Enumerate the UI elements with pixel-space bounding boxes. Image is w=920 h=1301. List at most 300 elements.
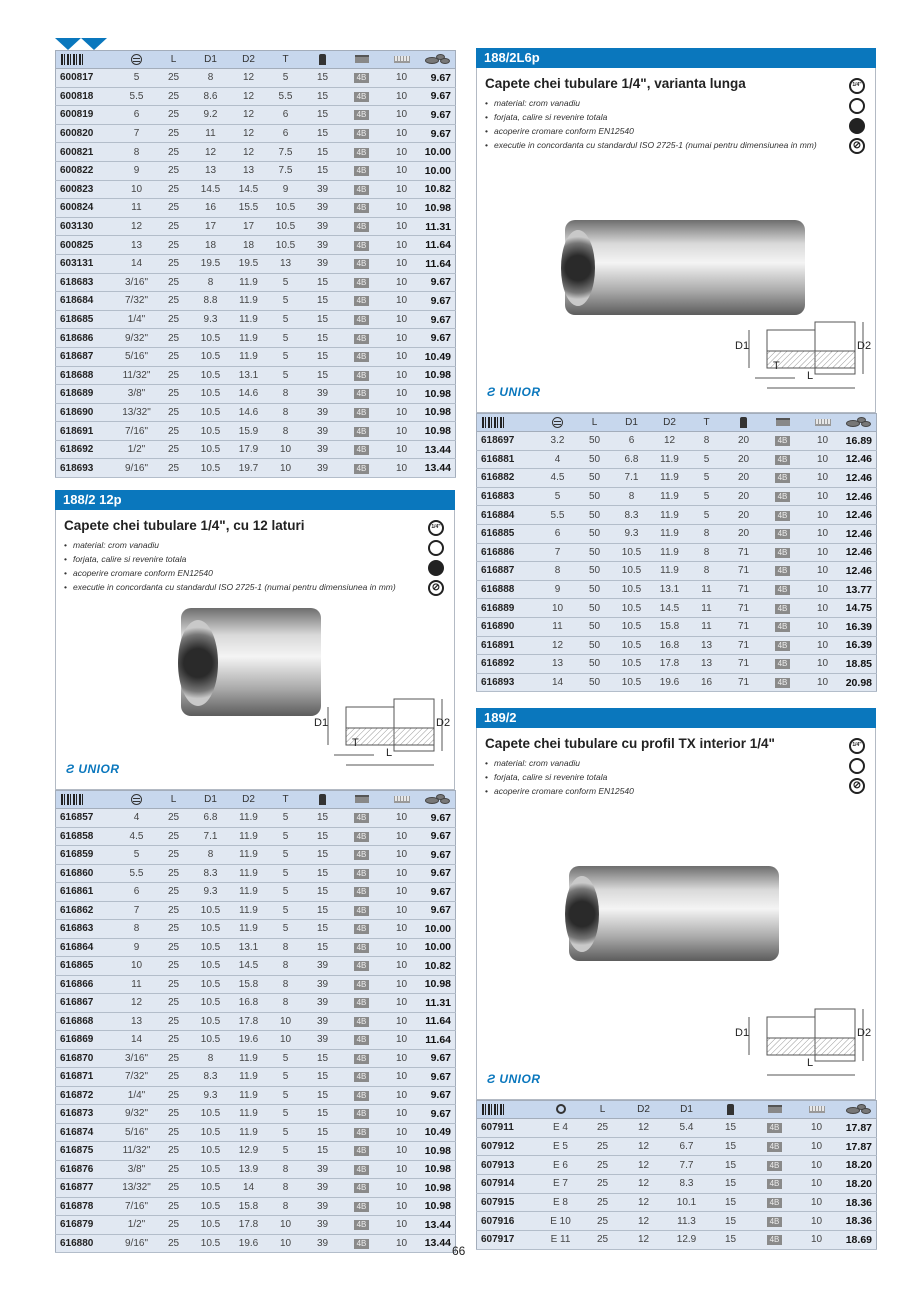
package-badge: 4B xyxy=(354,203,370,213)
article-code: 600821 xyxy=(56,143,118,162)
cell-weight: 20 xyxy=(725,506,763,525)
table-row xyxy=(56,236,456,255)
cell-D1: 10.5 xyxy=(192,1012,230,1031)
cell-T: 5 xyxy=(268,1123,304,1142)
socket-image xyxy=(569,866,779,961)
cell-L: 25 xyxy=(156,1197,192,1216)
table-row xyxy=(56,809,456,828)
cell-D2: 11.9 xyxy=(230,1049,268,1068)
package-badge: 4B xyxy=(354,352,370,362)
column-header-l: L xyxy=(156,791,192,809)
package-cell xyxy=(342,124,382,143)
cell-L: 50 xyxy=(577,673,613,692)
package-badge: 4B xyxy=(775,492,791,502)
article-code: 616871 xyxy=(56,1068,118,1087)
package-badge: 4B xyxy=(354,73,370,83)
table-row xyxy=(56,827,456,846)
package-badge: 4B xyxy=(354,1165,370,1175)
cell-D1: 8 xyxy=(192,273,230,292)
cell-D1: 10.5 xyxy=(192,994,230,1013)
cell-hex-size: 5 xyxy=(118,846,156,865)
cell-T: 9 xyxy=(268,180,304,199)
cell-L: 25 xyxy=(583,1193,623,1212)
barcode-icon xyxy=(56,791,118,809)
package-badge: 4B xyxy=(354,110,370,120)
cell-weight: 15 xyxy=(304,864,342,883)
cell-weight: 39 xyxy=(304,994,342,1013)
package-cell xyxy=(342,459,382,478)
unior-logo xyxy=(66,762,120,776)
cell-weight: 15 xyxy=(304,1068,342,1087)
cell-quantity: 10 xyxy=(382,236,422,255)
package-badge: 4B xyxy=(354,980,370,990)
cell-T: 13 xyxy=(268,254,304,273)
cell-quantity: 10 xyxy=(803,599,843,618)
table-row xyxy=(56,440,456,459)
package-badge: 4B xyxy=(354,334,370,344)
table-row xyxy=(477,1212,877,1231)
cell-T: 8 xyxy=(689,543,725,562)
cell-quantity: 10 xyxy=(382,385,422,404)
price: 13.44 xyxy=(422,440,456,459)
article-code: 618683 xyxy=(56,273,118,292)
package-badge: 4B xyxy=(354,887,370,897)
quantity-icon xyxy=(382,51,422,69)
cell-L: 25 xyxy=(156,143,192,162)
cell-weight: 20 xyxy=(725,469,763,488)
cell-T: 10.5 xyxy=(268,217,304,236)
package-cell xyxy=(342,827,382,846)
cell-hex-size: 5.5 xyxy=(118,864,156,883)
article-code: 616880 xyxy=(56,1234,118,1253)
table-row xyxy=(56,292,456,311)
label-d2: D2 xyxy=(436,717,451,729)
cell-T: 10 xyxy=(268,440,304,459)
price: 10.00 xyxy=(422,938,456,957)
cell-hex-size: 9 xyxy=(539,580,577,599)
cell-L: 25 xyxy=(156,827,192,846)
price: 9.67 xyxy=(422,846,456,865)
feature-list xyxy=(485,98,817,154)
cell-L: 50 xyxy=(577,506,613,525)
cell-weight: 39 xyxy=(304,403,342,422)
table-row xyxy=(56,180,456,199)
price: 11.31 xyxy=(422,994,456,1013)
price-icon xyxy=(843,414,877,432)
cell-D1: 10.5 xyxy=(192,938,230,957)
weight-icon xyxy=(709,1101,753,1119)
article-code: 616888 xyxy=(477,580,539,599)
package-badge: 4B xyxy=(354,259,370,269)
package-cell xyxy=(753,1212,797,1231)
cell-weight: 71 xyxy=(725,580,763,599)
cell-T: 8 xyxy=(268,957,304,976)
table-row xyxy=(477,636,877,655)
cell-T: 5.5 xyxy=(268,87,304,106)
dimension-diagram xyxy=(314,695,449,770)
cell-torx-size: E 6 xyxy=(539,1156,583,1175)
cell-D1: 10.5 xyxy=(192,1123,230,1142)
no-impact-icon: ⊘ xyxy=(849,778,865,794)
price: 11.64 xyxy=(422,254,456,273)
cell-D2: 14.5 xyxy=(230,957,268,976)
package-cell xyxy=(342,864,382,883)
package-badge: 4B xyxy=(354,129,370,139)
cell-quantity: 10 xyxy=(803,450,843,469)
cell-D1: 10.5 xyxy=(613,617,651,636)
cell-hex-size: 7 xyxy=(118,124,156,143)
cell-D2: 11.9 xyxy=(230,864,268,883)
table-row xyxy=(56,938,456,957)
cell-weight: 15 xyxy=(304,827,342,846)
table-row xyxy=(56,1142,456,1161)
cell-D2: 17.8 xyxy=(230,1012,268,1031)
brand-name: UNIOR xyxy=(499,385,541,399)
package-cell xyxy=(763,543,803,562)
cell-weight: 15 xyxy=(304,124,342,143)
label-d1: D1 xyxy=(735,340,750,352)
column-header-t: T xyxy=(268,791,304,809)
cell-quantity: 10 xyxy=(803,543,843,562)
article-code: 616876 xyxy=(56,1160,118,1179)
package-badge: 4B xyxy=(775,436,791,446)
article-code: 603130 xyxy=(56,217,118,236)
cell-D2: 13.1 xyxy=(230,938,268,957)
cell-quantity: 10 xyxy=(382,124,422,143)
cell-T: 8 xyxy=(689,524,725,543)
table-row xyxy=(56,69,456,88)
cell-T: 11 xyxy=(689,580,725,599)
package-cell xyxy=(342,1068,382,1087)
cell-D2: 12 xyxy=(651,432,689,451)
package-badge: 4B xyxy=(354,1202,370,1212)
cell-T: 16 xyxy=(689,673,725,692)
cell-D1: 10.5 xyxy=(192,920,230,939)
cell-D2: 15.5 xyxy=(230,199,268,218)
spec-icons xyxy=(849,738,867,798)
cell-weight: 15 xyxy=(304,292,342,311)
article-code: 616884 xyxy=(477,506,539,525)
package-badge: 4B xyxy=(354,185,370,195)
table-row xyxy=(56,957,456,976)
unior-logo xyxy=(487,385,541,399)
cell-D1: 10.1 xyxy=(665,1193,709,1212)
cell-L: 25 xyxy=(156,403,192,422)
article-code: 618686 xyxy=(56,329,118,348)
column-header-l: L xyxy=(577,414,613,432)
cell-weight: 15 xyxy=(304,901,342,920)
package-cell xyxy=(753,1175,797,1194)
cell-D1: 8 xyxy=(192,846,230,865)
feature-item: • acoperire cromare conform EN12540 xyxy=(485,126,817,140)
package-badge: 4B xyxy=(775,511,791,521)
cell-hex-size: 11 xyxy=(118,975,156,994)
table-row xyxy=(477,655,877,674)
column-header-d1: D1 xyxy=(665,1101,709,1119)
table-row xyxy=(56,459,456,478)
cell-hex-size: 4 xyxy=(539,450,577,469)
weight-icon xyxy=(304,51,342,69)
cell-D1: 8.3 xyxy=(192,864,230,883)
cell-L: 25 xyxy=(156,1234,192,1253)
cell-hex-size: 3/8" xyxy=(118,1160,156,1179)
cell-torx-size: E 11 xyxy=(539,1231,583,1250)
cell-D2: 12 xyxy=(230,87,268,106)
package-cell xyxy=(342,846,382,865)
article-code: 616867 xyxy=(56,994,118,1013)
cell-T: 10 xyxy=(268,1234,304,1253)
cell-D1: 10.5 xyxy=(192,440,230,459)
price: 10.00 xyxy=(422,143,456,162)
table-header-row xyxy=(477,414,877,432)
cell-weight: 20 xyxy=(725,432,763,451)
price: 10.98 xyxy=(422,199,456,218)
package-cell xyxy=(763,636,803,655)
price: 9.67 xyxy=(422,292,456,311)
cell-D1: 11.3 xyxy=(665,1212,709,1231)
cell-L: 25 xyxy=(156,957,192,976)
cell-hex-size: 5.5 xyxy=(118,87,156,106)
cell-quantity: 10 xyxy=(382,161,422,180)
cell-T: 5 xyxy=(268,69,304,88)
cell-quantity: 10 xyxy=(803,487,843,506)
cell-D2: 12 xyxy=(623,1212,665,1231)
price: 17.87 xyxy=(837,1119,877,1138)
cell-D2: 12 xyxy=(623,1137,665,1156)
no-impact-icon: ⊘ xyxy=(428,580,444,596)
cell-D2: 11.9 xyxy=(230,920,268,939)
package-cell xyxy=(763,673,803,692)
cell-weight: 71 xyxy=(725,636,763,655)
cell-L: 50 xyxy=(577,543,613,562)
cell-T: 5 xyxy=(268,846,304,865)
cell-quantity: 10 xyxy=(382,1234,422,1253)
cell-D1: 10.5 xyxy=(192,459,230,478)
cell-hex-size: 3/8" xyxy=(118,385,156,404)
cell-weight: 15 xyxy=(304,143,342,162)
cell-weight: 15 xyxy=(304,920,342,939)
table-row xyxy=(56,403,456,422)
article-code: 600820 xyxy=(56,124,118,143)
cell-weight: 39 xyxy=(304,1012,342,1031)
package-cell xyxy=(342,310,382,329)
panel-189-2 xyxy=(476,728,876,1100)
cell-hex-size: 9/32" xyxy=(118,329,156,348)
cell-hex-size: 5.5 xyxy=(539,506,577,525)
price: 9.67 xyxy=(422,273,456,292)
cell-quantity: 10 xyxy=(382,440,422,459)
cell-weight: 39 xyxy=(304,459,342,478)
package-badge: 4B xyxy=(354,1054,370,1064)
cell-hex-size: 14 xyxy=(118,1031,156,1050)
feature-item: • forjata, calire si revenire totala xyxy=(485,772,634,786)
hexagon-icon xyxy=(849,98,865,114)
package-badge: 4B xyxy=(767,1179,783,1189)
cell-T: 5 xyxy=(689,469,725,488)
cell-T: 10 xyxy=(268,1031,304,1050)
cell-D2: 17.8 xyxy=(651,655,689,674)
cell-T: 5 xyxy=(268,329,304,348)
spec-icons xyxy=(428,520,446,600)
price: 9.67 xyxy=(422,124,456,143)
package-badge: 4B xyxy=(775,548,791,558)
barcode-icon xyxy=(477,414,539,432)
feature-item: • forjata, calire si revenire totala xyxy=(64,554,396,568)
table-row xyxy=(56,1216,456,1235)
cell-L: 50 xyxy=(577,469,613,488)
cell-hex-size: 7/32" xyxy=(118,292,156,311)
cell-L: 25 xyxy=(156,1179,192,1198)
table-row xyxy=(56,920,456,939)
table-row xyxy=(477,1175,877,1194)
cell-quantity: 10 xyxy=(382,809,422,828)
cell-quantity: 10 xyxy=(382,883,422,902)
price: 13.77 xyxy=(843,580,877,599)
table-row xyxy=(477,562,877,581)
hex-size-icon xyxy=(118,51,156,69)
price: 18.69 xyxy=(837,1231,877,1250)
package-badge: 4B xyxy=(767,1235,783,1245)
cell-quantity: 10 xyxy=(382,199,422,218)
cell-D2: 12 xyxy=(623,1175,665,1194)
cell-D1: 8 xyxy=(192,1049,230,1068)
cell-T: 8 xyxy=(268,938,304,957)
cell-D1: 12 xyxy=(192,143,230,162)
cell-D2: 11.9 xyxy=(230,347,268,366)
package-icon xyxy=(763,414,803,432)
feature-item: • acoperire cromare conform EN12540 xyxy=(485,786,634,800)
cell-D2: 19.6 xyxy=(230,1031,268,1050)
cell-hex-size: 12 xyxy=(118,994,156,1013)
cell-D2: 14.5 xyxy=(651,599,689,618)
package-cell xyxy=(342,957,382,976)
cell-D1: 16 xyxy=(192,199,230,218)
cell-L: 25 xyxy=(583,1156,623,1175)
package-badge: 4B xyxy=(354,1239,370,1249)
cell-quantity: 10 xyxy=(382,827,422,846)
cell-D1: 10.5 xyxy=(192,385,230,404)
cell-weight: 15 xyxy=(304,106,342,125)
drive-1-4-icon: 1/4" xyxy=(849,78,865,94)
cell-quantity: 10 xyxy=(797,1119,837,1138)
feature-item: • acoperire cromare conform EN12540 xyxy=(64,568,396,582)
package-badge: 4B xyxy=(354,832,370,842)
article-code: 600824 xyxy=(56,199,118,218)
cell-weight: 39 xyxy=(304,1234,342,1253)
unior-symbol-icon: Ƨ xyxy=(66,762,79,776)
cell-D2: 15.9 xyxy=(230,422,268,441)
cell-T: 5 xyxy=(268,809,304,828)
price-icon xyxy=(837,1101,877,1119)
cell-hex-size: 5/16" xyxy=(118,347,156,366)
table-row xyxy=(56,883,456,902)
cell-L: 50 xyxy=(577,524,613,543)
table-row xyxy=(56,1031,456,1050)
cell-hex-size: 1/2" xyxy=(118,1216,156,1235)
cell-D2: 12 xyxy=(623,1231,665,1250)
package-badge: 4B xyxy=(354,998,370,1008)
package-cell xyxy=(342,1123,382,1142)
cell-quantity: 10 xyxy=(382,1197,422,1216)
price: 12.46 xyxy=(843,543,877,562)
cell-weight: 39 xyxy=(304,1160,342,1179)
panel-header-188-2l6p: 188/2L6p xyxy=(476,48,876,68)
cell-L: 25 xyxy=(156,329,192,348)
package-cell xyxy=(763,599,803,618)
product-table-189-2 xyxy=(476,1100,877,1250)
package-badge: 4B xyxy=(354,1220,370,1230)
cell-T: 11 xyxy=(689,617,725,636)
cell-quantity: 10 xyxy=(382,292,422,311)
cell-hex-size: 7/16" xyxy=(118,422,156,441)
price: 10.98 xyxy=(422,1160,456,1179)
cell-T: 8 xyxy=(268,403,304,422)
table-row xyxy=(56,161,456,180)
product-table-188-2l6p xyxy=(476,413,877,692)
cell-quantity: 10 xyxy=(382,366,422,385)
cell-L: 25 xyxy=(156,161,192,180)
article-code: 616889 xyxy=(477,599,539,618)
package-cell xyxy=(342,87,382,106)
cell-T: 13 xyxy=(689,636,725,655)
cell-D1: 10.5 xyxy=(192,1105,230,1124)
table-row xyxy=(56,106,456,125)
article-code: 607913 xyxy=(477,1156,539,1175)
cell-weight: 20 xyxy=(725,487,763,506)
cell-quantity: 10 xyxy=(382,901,422,920)
panel-header-188-2-12p: 188/2 12p xyxy=(55,490,455,510)
cell-L: 25 xyxy=(156,217,192,236)
package-badge: 4B xyxy=(767,1142,783,1152)
cell-T: 5 xyxy=(268,1105,304,1124)
package-cell xyxy=(763,487,803,506)
cell-weight: 20 xyxy=(725,524,763,543)
column-header-d1: D1 xyxy=(613,414,651,432)
package-cell xyxy=(763,506,803,525)
package-badge: 4B xyxy=(354,222,370,232)
cell-D1: 18 xyxy=(192,236,230,255)
cell-L: 50 xyxy=(577,487,613,506)
cell-weight: 39 xyxy=(304,975,342,994)
unior-symbol-icon: Ƨ xyxy=(487,385,500,399)
cell-D1: 10.5 xyxy=(192,901,230,920)
price: 10.98 xyxy=(422,1179,456,1198)
article-code: 607916 xyxy=(477,1212,539,1231)
cell-L: 50 xyxy=(577,655,613,674)
cell-D2: 11.9 xyxy=(651,524,689,543)
gear-icon xyxy=(428,560,444,576)
cell-quantity: 10 xyxy=(382,87,422,106)
table-row xyxy=(477,487,877,506)
table-row xyxy=(56,273,456,292)
cell-D2: 11.9 xyxy=(230,901,268,920)
page-number: 66 xyxy=(452,1244,466,1258)
cell-D1: 10.5 xyxy=(192,1160,230,1179)
article-code: 616883 xyxy=(477,487,539,506)
cell-hex-size: 5/16" xyxy=(118,1123,156,1142)
cell-D2: 11.9 xyxy=(651,450,689,469)
brand-name: UNIOR xyxy=(78,762,120,776)
cell-D1: 9.3 xyxy=(192,1086,230,1105)
package-cell xyxy=(753,1231,797,1250)
cell-T: 5 xyxy=(268,883,304,902)
product-table-188-2-6p xyxy=(55,50,456,478)
package-cell xyxy=(342,329,382,348)
cell-weight: 15 xyxy=(709,1137,753,1156)
cell-weight: 71 xyxy=(725,673,763,692)
table-row xyxy=(56,1049,456,1068)
price: 10.98 xyxy=(422,1142,456,1161)
